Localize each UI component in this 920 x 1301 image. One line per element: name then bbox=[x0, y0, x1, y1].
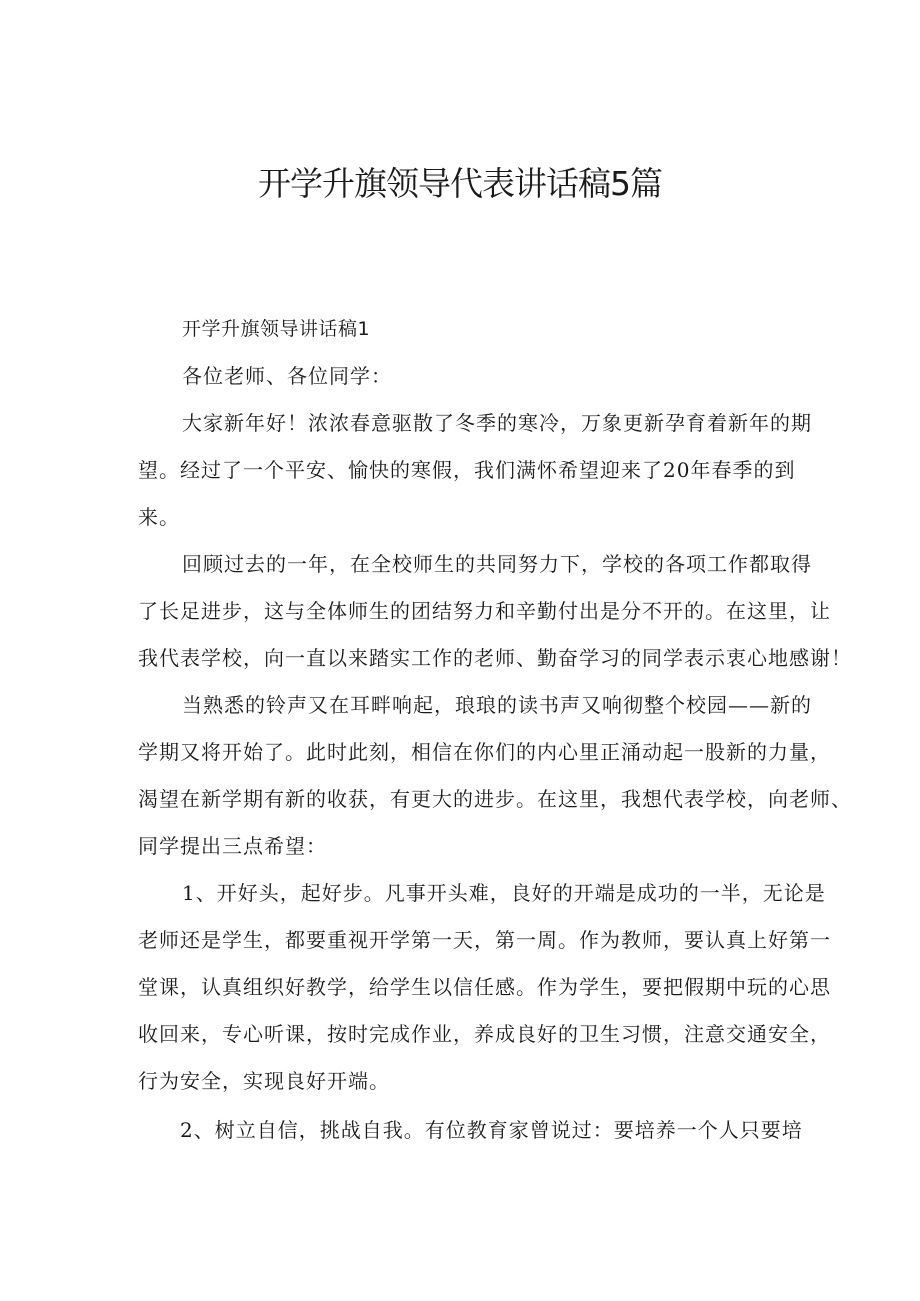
paragraph-line: 1、开好头，起好步。凡事开头难，良好的开端是成功的一半，无论是 bbox=[182, 881, 826, 905]
paragraph-line: 学期又将开始了。此时此刻，相信在你们的内心里正涌动起一股新的力量， bbox=[138, 740, 831, 764]
paragraph-line: 堂课，认真组织好教学，给学生以信任感。作为学生，要把假期中玩的心思 bbox=[138, 975, 831, 999]
paragraph-line: 2、树立自信，挑战自我。有位教育家曾说过：要培养一个人只要培 bbox=[180, 1118, 803, 1142]
paragraph-line: 我代表学校，向一直以来踏实工作的老师、勤奋学习的同学表示衷心地感谢！ bbox=[138, 646, 852, 670]
paragraph-line: 了长足进步，这与全体师生的团结努力和辛勤付出是分不开的。在这里，让 bbox=[138, 599, 831, 623]
paragraph-line: 同学提出三点希望： bbox=[138, 834, 327, 858]
paragraph-line: 老师还是学生，都要重视开学第一天，第一周。作为教师，要认真上好第一 bbox=[138, 928, 831, 952]
document-title: 开学升旗领导代表讲话稿5篇 bbox=[258, 164, 662, 203]
section-heading: 开学升旗领导讲话稿1 bbox=[182, 318, 371, 340]
paragraph-line: 大家新年好！浓浓春意驱散了冬季的寒冷，万象更新孕育着新年的期 bbox=[182, 411, 812, 435]
paragraph-line: 当熟悉的铃声又在耳畔响起，琅琅的读书声又响彻整个校园——新的 bbox=[182, 693, 812, 717]
paragraph-line: 来。 bbox=[138, 505, 180, 529]
paragraph-line: 渴望在新学期有新的收获，有更大的进步。在这里，我想代表学校，向老师、 bbox=[138, 787, 852, 811]
paragraph-line: 回顾过去的一年，在全校师生的共同努力下，学校的各项工作都取得 bbox=[182, 552, 812, 576]
paragraph-line: 望。经过了一个平安、愉快的寒假，我们满怀希望迎来了20年春季的到 bbox=[138, 458, 796, 482]
paragraph-line: 收回来，专心听课，按时完成作业，养成良好的卫生习惯，注意交通安全， bbox=[138, 1022, 831, 1046]
paragraph-line: 行为安全，实现良好开端。 bbox=[138, 1069, 390, 1093]
salutation: 各位老师、各位同学： bbox=[182, 364, 392, 388]
